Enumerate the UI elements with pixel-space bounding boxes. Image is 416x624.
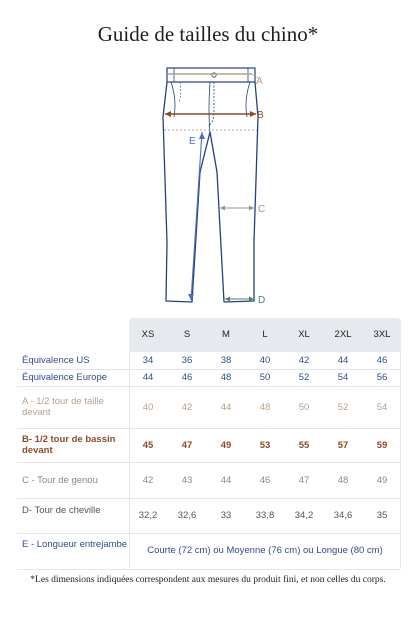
size-header: M [222, 329, 230, 340]
inseam-value: Courte (72 cm) ou Moyenne (76 cm) ou Longue (80 cm) [147, 545, 383, 556]
table-row [17, 498, 401, 534]
table-cell: 44 [142, 372, 154, 383]
table-row [17, 352, 401, 370]
size-header: S [183, 329, 191, 340]
row-label: D- Tour de cheville [22, 504, 101, 516]
table-cell: 42 [298, 355, 310, 366]
table-cell: 46 [376, 355, 388, 366]
table-cell: 59 [376, 439, 388, 451]
table-cell: 42 [181, 401, 193, 413]
table-cell: 32,2 [138, 510, 158, 521]
table-cell: 44 [337, 355, 349, 366]
table-cell: 38 [220, 355, 232, 366]
table-row [17, 386, 401, 429]
table-cell: 48 [337, 474, 349, 486]
table-cell: 33 [220, 510, 232, 521]
row-label: E - Longueur entrejambe [22, 539, 128, 550]
table-cell: 42 [142, 474, 154, 486]
table-cell: 46 [259, 474, 271, 486]
table-cell: 46 [181, 372, 193, 383]
marker-b: B [257, 110, 264, 121]
table-cell: 40 [142, 401, 154, 413]
table-row [17, 428, 401, 463]
inseam-measure-arrow [191, 132, 202, 300]
trousers-outline [163, 82, 258, 302]
size-header: 3XL [373, 329, 391, 340]
size-header: XL [298, 329, 310, 340]
page-title: Guide de tailles du chino* [97, 22, 319, 46]
chino-outline-svg [150, 62, 280, 312]
table-cell: 52 [298, 372, 310, 383]
marker-d: D [258, 295, 266, 306]
table-cell: 53 [259, 439, 271, 451]
table-row [17, 462, 401, 499]
table-cell: 54 [337, 372, 349, 383]
table-cell: 47 [181, 439, 193, 451]
table-cell: 52 [337, 401, 349, 413]
marker-a: A [256, 76, 263, 87]
table-cell: 34,6 [333, 510, 353, 521]
row-label: A - 1/2 tour de taille devant [22, 396, 104, 418]
table-cell: 50 [259, 372, 271, 383]
row-label: Équivalence US [22, 355, 90, 366]
table-cell: 43 [181, 474, 193, 486]
table-cell: 44 [220, 474, 232, 486]
waistband [167, 68, 255, 82]
size-header: XS [141, 329, 155, 340]
table-cell: 34 [142, 355, 154, 366]
table-cell: 44 [220, 401, 232, 413]
marker-e: E [189, 136, 196, 147]
table-cell: 40 [259, 355, 271, 366]
row-label: B- 1/2 tour de bassin devant [22, 434, 116, 456]
table-cell: 55 [298, 439, 310, 451]
table-cell: 48 [259, 401, 271, 413]
table-cell: 49 [220, 439, 232, 451]
table-cell: 33,8 [255, 510, 275, 521]
table-row-inseam [17, 533, 401, 570]
size-header: 2XL [334, 329, 352, 340]
table-cell: 34,2 [294, 510, 314, 521]
table-cell: 45 [142, 439, 154, 451]
table-cell: 50 [298, 401, 310, 413]
row-label: C - Tour de genou [22, 474, 98, 486]
footnote: *Les dimensions indiquées correspondent aux mesures du produit fini, et non celles du corps. [30, 575, 386, 585]
table-row [17, 369, 401, 387]
table-cell: 35 [376, 510, 388, 521]
chino-diagram [150, 62, 280, 312]
size-header-row [129, 318, 401, 352]
table-cell: 48 [220, 372, 232, 383]
table-cell: 47 [298, 474, 310, 486]
table-cell: 56 [376, 372, 388, 383]
marker-c: C [258, 204, 266, 215]
table-cell: 36 [181, 355, 193, 366]
table-cell: 54 [376, 401, 388, 413]
size-header: L [262, 329, 268, 340]
table-cell: 49 [376, 474, 388, 486]
row-label: Équivalence Europe [22, 372, 108, 383]
table-cell: 32,6 [177, 510, 197, 521]
table-cell: 57 [337, 439, 349, 451]
